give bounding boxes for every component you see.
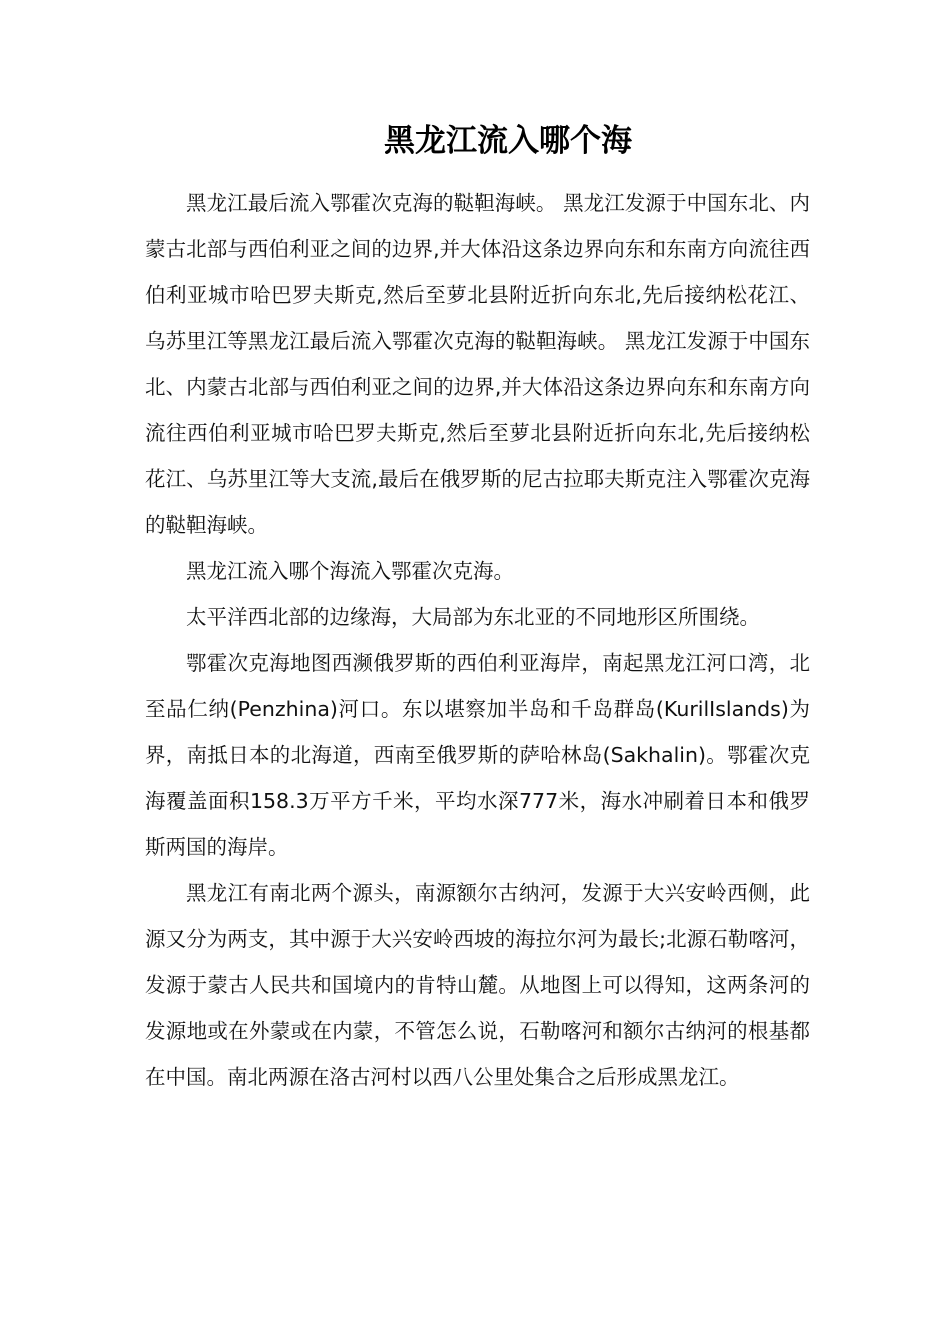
document-body (145, 180, 810, 1100)
paragraph-okhotsk-sea: 鄂霍次克海地图西濒俄罗斯的西伯利亚海岸，南起黑龙江河口湾，北至品仁纳(Penzhina)河口。东以堪察加半岛和千岛群岛(KurilIslands)为界，南抵日本的北海道，西南至俄罗斯的萨哈林岛(Sakhalin)。鄂霍次克海覆盖面积158.3万平方千米，平均水深777米，海水冲刷着日本和俄罗斯两国的海岸。 (145, 651, 810, 859)
paragraph-river-sources: 黑龙江有南北两个源头，南源额尔古纳河，发源于大兴安岭西侧，此源又分为两支，其中源于大兴安岭西坡的海拉尔河为最长;北源石勒喀河，发源于蒙古人民共和国境内的肯特山麓。从地图上可以得知，这两条河的发源地或在外蒙或在内蒙，不管怎么说，石勒喀河和额尔古纳河的根基都在中国。南北两源在洛古河村以西八公里处集合之后形成黑龙江。 (145, 881, 810, 1089)
page-title: 黑龙江流入哪个海 (384, 123, 632, 159)
paragraph-answer: 黑龙江流入哪个海流入鄂霍次克海。 (186, 559, 514, 583)
paragraph-river-course: 黑龙江最后流入鄂霍次克海的鞑靼海峡。 黑龙江发源于中国东北、内蒙古北部与西伯利亚之间的边界,并大体沿这条边界向东和东南方向流往西伯利亚城市哈巴罗夫斯克,然后至萝北县附近折向东北,先后接纳松花江、乌苏里江等黑龙江最后流入鄂霍次克海的鞑靼海峡。 黑龙江发源于中国东北、内蒙古北部与西伯利亚之间的边界,并大体沿这条边界向东和东南方向流往西伯利亚城市哈巴罗夫斯克,然后至萝北县附近折向东北,先后接纳松花江、乌苏里江等大支流,最后在俄罗斯的尼古拉耶夫斯克注入鄂霍次克海的鞑靼海峡。 (145, 191, 810, 537)
paragraph-marginal-sea: 太平洋西北部的边缘海，大局部为东北亚的不同地形区所围绕。 (186, 605, 760, 629)
